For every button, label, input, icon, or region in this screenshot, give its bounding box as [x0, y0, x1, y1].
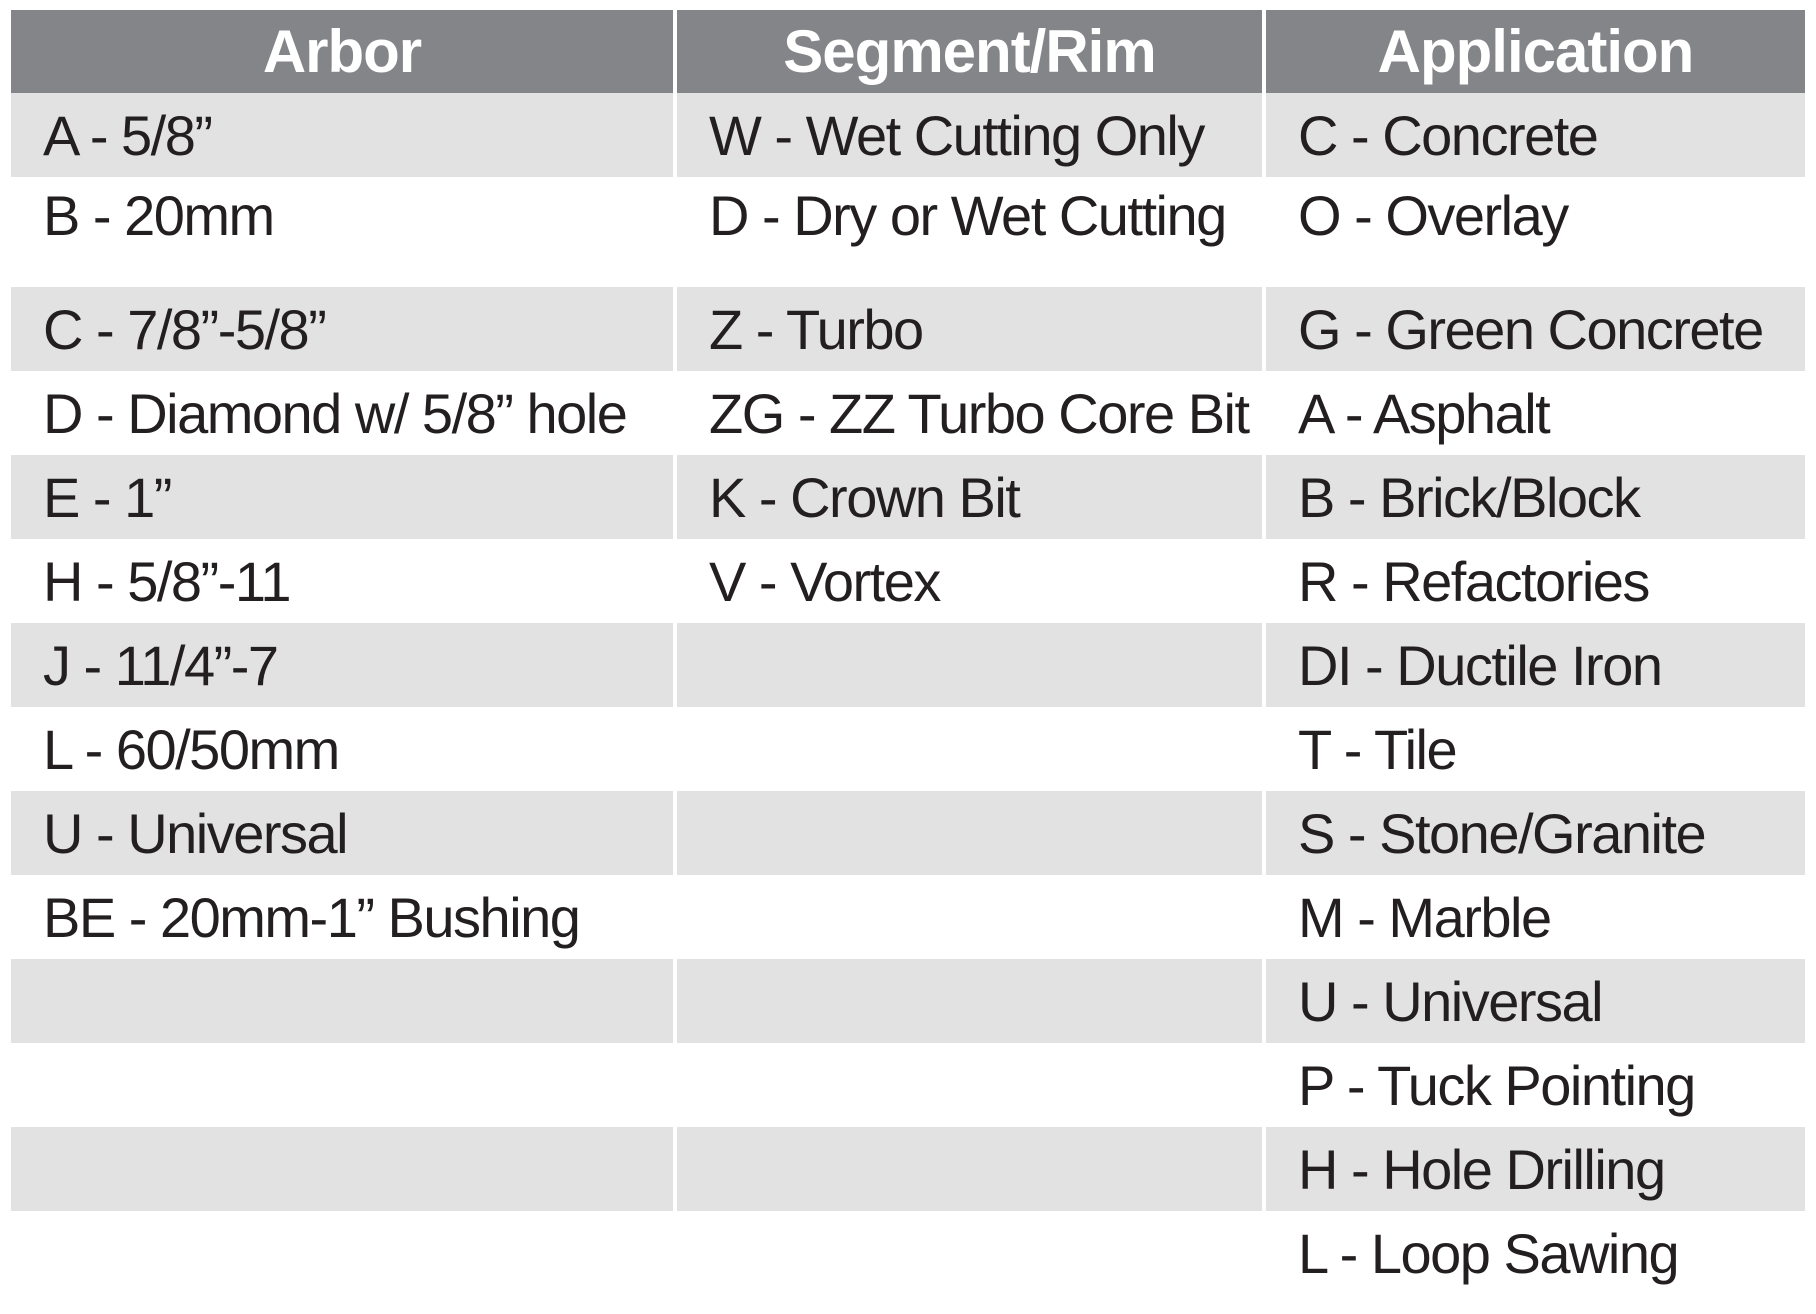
- arbor-cell: J - 11/4”-7: [11, 623, 677, 707]
- table-row: [11, 371, 1805, 455]
- segment-cell: [677, 623, 1266, 707]
- table-row: [11, 959, 1805, 1043]
- application-cell: C - Concrete: [1266, 93, 1805, 177]
- table-row: [11, 177, 1805, 287]
- table-row: [11, 287, 1805, 371]
- application-cell: B - Brick/Block: [1266, 455, 1805, 539]
- arbor-cell: L - 60/50mm: [11, 707, 677, 791]
- segment-cell: [677, 959, 1266, 1043]
- table-row: [11, 93, 1805, 177]
- table-row: [11, 1043, 1805, 1127]
- segment-cell: [677, 791, 1266, 875]
- application-cell: A - Asphalt: [1298, 381, 1550, 445]
- application-cell: G - Green Concrete: [1266, 287, 1805, 371]
- arbor-cell: [11, 1211, 677, 1295]
- application-cell: S - Stone/Granite: [1266, 791, 1805, 875]
- application-cell: R - Refactories: [1298, 549, 1649, 613]
- segment-cell: ZG - ZZ Turbo Core Bit: [677, 371, 1266, 455]
- segment-cell: [677, 875, 1266, 959]
- application-cell: DI - Ductile Iron: [1266, 623, 1805, 707]
- segment-cell: [677, 1127, 1266, 1211]
- application-cell: O - Overlay: [1298, 184, 1568, 247]
- table-row: [11, 623, 1805, 707]
- segment-cell: D - Dry or Wet Cutting: [677, 177, 1266, 287]
- arbor-cell: B - 20mm: [11, 177, 677, 287]
- arbor-cell: BE - 20mm-1” Bushing: [11, 875, 677, 959]
- table-row: [11, 1211, 1805, 1295]
- code-key-table: [11, 10, 1805, 1295]
- table-row: [11, 791, 1805, 875]
- header-segment-rim: Segment/Rim: [677, 10, 1266, 93]
- header-application: Application: [1266, 10, 1805, 93]
- arbor-cell: A - 5/8”: [11, 93, 677, 177]
- segment-cell: [677, 707, 1266, 791]
- application-cell: M - Marble: [1298, 885, 1551, 949]
- application-cell: T - Tile: [1298, 717, 1457, 781]
- table-row: [11, 875, 1805, 959]
- table-row: [11, 1127, 1805, 1211]
- header-arbor: Arbor: [11, 10, 677, 93]
- segment-cell: [677, 1211, 1266, 1295]
- table-header: [11, 10, 1805, 93]
- arbor-cell: C - 7/8”-5/8”: [11, 287, 677, 371]
- segment-cell: K - Crown Bit: [677, 455, 1266, 539]
- arbor-cell: E - 1”: [11, 455, 677, 539]
- segment-cell: Z - Turbo: [677, 287, 1266, 371]
- segment-cell: [677, 1043, 1266, 1127]
- arbor-cell: D - Diamond w/ 5/8” hole: [11, 371, 677, 455]
- table-row: [11, 539, 1805, 623]
- application-cell: U - Universal: [1266, 959, 1805, 1043]
- arbor-cell: H - 5/8”-11: [11, 539, 677, 623]
- arbor-cell: [11, 1127, 677, 1211]
- segment-cell: W - Wet Cutting Only: [677, 93, 1266, 177]
- segment-cell: V - Vortex: [677, 539, 1266, 623]
- application-cell: P - Tuck Pointing: [1298, 1053, 1695, 1117]
- application-cell: H - Hole Drilling: [1266, 1127, 1805, 1211]
- application-cell: L - Loop Sawing: [1298, 1221, 1679, 1285]
- table-body: [11, 93, 1805, 1295]
- arbor-cell: [11, 1043, 677, 1127]
- table-row: [11, 707, 1805, 791]
- arbor-cell: [11, 959, 677, 1043]
- arbor-cell: U - Universal: [11, 791, 677, 875]
- header-row: [11, 10, 1805, 93]
- table-row: [11, 455, 1805, 539]
